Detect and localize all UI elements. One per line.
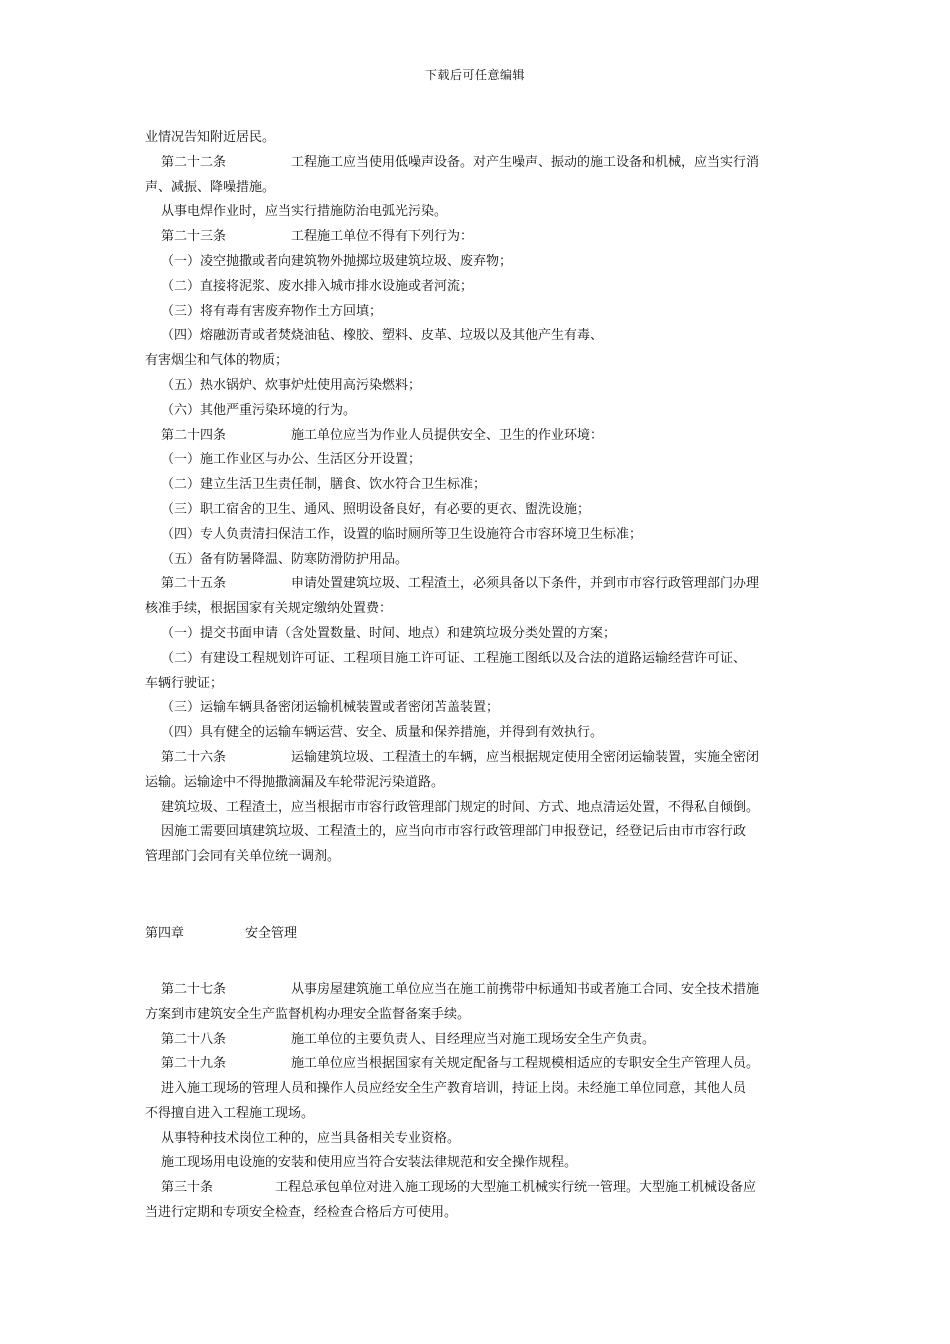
paragraph-line: 从事特种技术岗位工种的，应当具备相关专业资格。 [161, 1130, 461, 1146]
article-number: 第二十四条 [161, 427, 227, 443]
chapter-number: 第四章 [145, 925, 185, 941]
article-text: 施工单位的主要负责人、目经理应当对施工现场安全生产负责。 [291, 1031, 656, 1047]
list-item: （四）具有健全的运输车辆运营、安全、质量和保养措施，并得到有效执行。 [161, 725, 604, 741]
paragraph-line: 不得擅自进入工程施工现场。 [145, 1105, 315, 1121]
article-number: 第二十六条 [161, 749, 227, 765]
paragraph-line: 施工现场用电设施的安装和使用应当符合安装法律规范和安全操作规程。 [161, 1155, 578, 1171]
paragraph-line: 建筑垃圾、工程渣土，应当根据市市容行政管理部门规定的时间、方式、地点清运处置，不得私自倾倒。 [161, 799, 760, 815]
list-item: （一）提交书面申请（含处置数量、时间、地点）和建筑垃圾分类处置的方案； [161, 625, 617, 641]
page-header: 下载后可任意编辑 [424, 68, 525, 82]
paragraph-line: 运输。运输途中不得抛撒滴漏及车轮带泥污染道路。 [145, 774, 445, 790]
article-27 [145, 978, 810, 1003]
article-text: 施工单位应当为作业人员提供安全、卫生的作业环境： [291, 427, 604, 443]
article-23 [145, 225, 810, 250]
article-text: 申请处置建筑垃圾、工程渣土，必须具备以下条件，并到市市容行政管理部门办理 [291, 576, 760, 592]
article-30 [145, 1176, 810, 1201]
chapter-heading [145, 922, 810, 946]
article-number: 第二十七条 [161, 981, 227, 997]
paragraph-line: 从事电焊作业时，应当实行措施防治电弧光污染。 [161, 204, 448, 220]
paragraph-line: 进入施工现场的管理人员和操作人员应经安全生产教育培训，持证上岗。未经施工单位同意，其他人员 [161, 1081, 747, 1097]
paragraph-line: 当进行定期和专项安全检查，经检查合格后方可使用。 [145, 1205, 458, 1221]
article-26 [145, 746, 810, 771]
article-text: 从事房屋建筑施工单位应当在施工前携带中标通知书或者施工合同、安全技术措施 [291, 981, 760, 997]
list-item: （三）运输车辆具备密闭运输机械装置或者密闭苫盖装置； [161, 700, 500, 716]
paragraph-line: 有害烟尘和气体的物质； [145, 353, 289, 369]
list-item: （一）凌空抛撒或者向建筑物外抛掷垃圾建筑垃圾、废弃物； [161, 253, 513, 269]
article-24 [145, 424, 810, 449]
article-text: 施工单位应当根据国家有关规定配备与工程规模相适应的专职安全生产管理人员。 [291, 1056, 760, 1072]
paragraph-line: 声、减振、降噪措施。 [145, 179, 276, 195]
article-28 [145, 1028, 810, 1053]
article-number: 第三十条 [161, 1180, 214, 1196]
paragraph-line: 业情况告知附近居民。 [145, 130, 276, 145]
article-text: 工程施工单位不得有下列行为： [291, 229, 474, 245]
spacer [145, 870, 810, 922]
article-number: 第二十三条 [161, 229, 227, 245]
article-text: 运输建筑垃圾、工程渣土的车辆，应当根据规定使用全密闭运输装置，实施全密闭 [291, 749, 760, 765]
list-item: （五）备有防暑降温、防寒防滑防护用品。 [161, 551, 409, 567]
list-item: （三）将有毒有害废弃物作土方回填； [161, 303, 383, 319]
paragraph-line: 管理部门会同有关单位统一调剂。 [145, 849, 341, 865]
paragraph-line: 车辆行驶证； [145, 675, 224, 691]
chapter-title: 安全管理 [245, 925, 298, 941]
list-item: （五）热水锅炉、炊事炉灶使用高污染燃料； [161, 377, 422, 393]
document-body [145, 126, 810, 1226]
paragraph-line: 核准手续，根据国家有关规定缴纳处置费： [145, 601, 393, 617]
spacer [145, 946, 810, 978]
article-number: 第二十八条 [161, 1031, 227, 1047]
paragraph-line: 因施工需要回填建筑垃圾、工程渣土的，应当向市市容行政管理部门申报登记，经登记后由市市容行政 [161, 824, 747, 840]
article-number: 第二十二条 [161, 154, 227, 170]
paragraph-line: 方案到市建筑安全生产监督机构办理安全监督备案手续。 [145, 1006, 471, 1022]
list-item: （一）施工作业区与办公、生活区分开设置； [161, 452, 422, 468]
article-22 [145, 151, 810, 176]
article-number: 第二十五条 [161, 576, 227, 592]
list-item: （四）熔融沥青或者焚烧油毡、橡胶、塑料、皮革、垃圾以及其他产生有毒、 [161, 328, 604, 344]
list-item: （六）其他严重污染环境的行为。 [161, 402, 357, 418]
list-item: （四）专人负责清扫保洁工作，设置的临时厕所等卫生设施符合市容环境卫生标准； [161, 526, 643, 542]
list-item: （二）有建设工程规划许可证、工程项目施工许可证、工程施工图纸以及合法的道路运输经营许可证、 [161, 650, 747, 666]
list-item: （二）直接将泥浆、废水排入城市排水设施或者河流； [161, 278, 474, 294]
list-item: （三）职工宿舍的卫生、通风、照明设备良好，有必要的更衣、盥洗设施； [161, 501, 591, 517]
article-25 [145, 572, 810, 597]
article-29 [145, 1052, 810, 1077]
article-number: 第二十九条 [161, 1056, 227, 1072]
article-text: 工程总承包单位对进入施工现场的大型施工机械实行统一管理。大型施工机械设备应 [275, 1180, 757, 1196]
list-item: （二）建立生活卫生责任制，膳食、饮水符合卫生标准； [161, 477, 487, 493]
article-text: 工程施工应当使用低噪声设备。对产生噪声、振动的施工设备和机械，应当实行消 [291, 154, 760, 170]
